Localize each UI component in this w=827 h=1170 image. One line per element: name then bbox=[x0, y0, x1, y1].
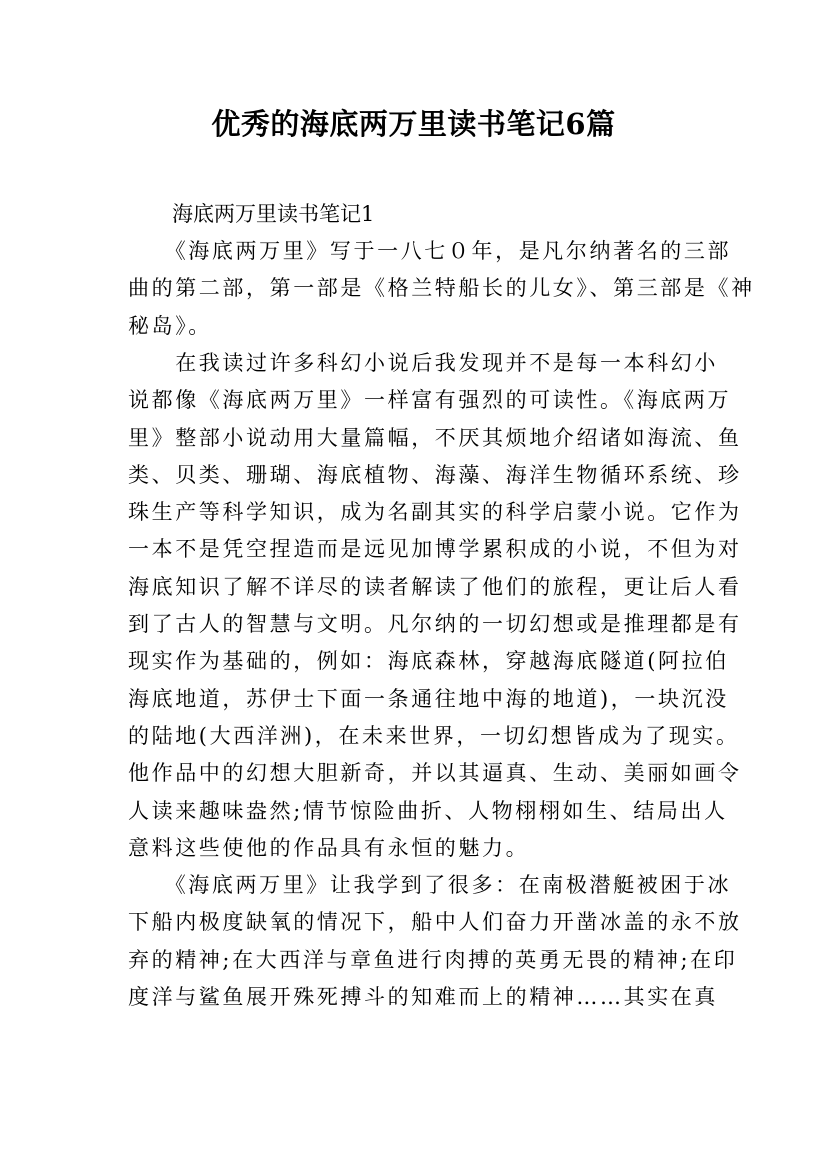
body-line: 里》整部小说动用大量篇幅，不厌其烦地介绍诸如海流、鱼 bbox=[128, 425, 742, 450]
body-line: 《海底两万里》让我学到了很多：在南极潜艇被困于冰 bbox=[128, 873, 732, 898]
body-line: 度洋与鲨鱼展开殊死搏斗的知难而上的精神……其实在真 bbox=[128, 985, 718, 1009]
body-line: 在我读过许多科幻小说后我发现并不是每一本科幻小 bbox=[128, 350, 718, 375]
body-line: 珠生产等科学知识，成为名副其实的科学启蒙小说。它作为 bbox=[128, 500, 742, 525]
section-heading: 海底两万里读书笔记1 bbox=[172, 202, 375, 226]
body-line: 的陆地(大西洋洲)，在未来世界，一切幻想皆成为了现实。 bbox=[128, 723, 740, 748]
body-line: 弃的精神;在大西洋与章鱼进行肉搏的英勇无畏的精神;在印 bbox=[128, 947, 738, 972]
body-line: 说都像《海底两万里》一样富有强烈的可读性。《海底两万 bbox=[128, 388, 732, 413]
body-line: 海底地道，苏伊士下面一条通往地中海的地道)，一块沉没 bbox=[128, 686, 729, 711]
body-line: 下船内极度缺氧的情况下，船中人们奋力开凿冰盖的永不放 bbox=[128, 910, 742, 935]
body-line: 秘岛》。 bbox=[128, 313, 212, 338]
body-line: 他作品中的幻想大胆新奇，并以其逼真、生动、美丽如画令 bbox=[128, 761, 742, 786]
body-line: 曲的第二部，第一部是《格兰特船长的儿女》、第三部是《神 bbox=[128, 276, 755, 301]
body-line: 现实作为基础的，例如：海底森林，穿越海底隧道(阿拉伯 bbox=[128, 649, 729, 674]
body-line: 类、贝类、珊瑚、海底植物、海藻、海洋生物循环系统、珍 bbox=[128, 462, 742, 487]
document-title: 优秀的海底两万里读书笔记6篇 bbox=[211, 107, 616, 141]
body-line: 一本不是凭空捏造而是远见加博学累积成的小说，不但为对 bbox=[128, 537, 742, 562]
body-line: 《海底两万里》写于一八七０年，是凡尔纳著名的三部 bbox=[128, 239, 732, 263]
body-line: 海底知识了解不详尽的读者解读了他们的旅程，更让后人看 bbox=[128, 574, 742, 599]
body-line: 人读来趣味盎然;情节惊险曲折、人物栩栩如生、结局出人 bbox=[128, 798, 728, 823]
body-line: 意料这些使他的作品具有永恒的魅力。 bbox=[128, 835, 530, 860]
body-line: 到了古人的智慧与文明。凡尔纳的一切幻想或是推理都是有 bbox=[128, 612, 742, 636]
